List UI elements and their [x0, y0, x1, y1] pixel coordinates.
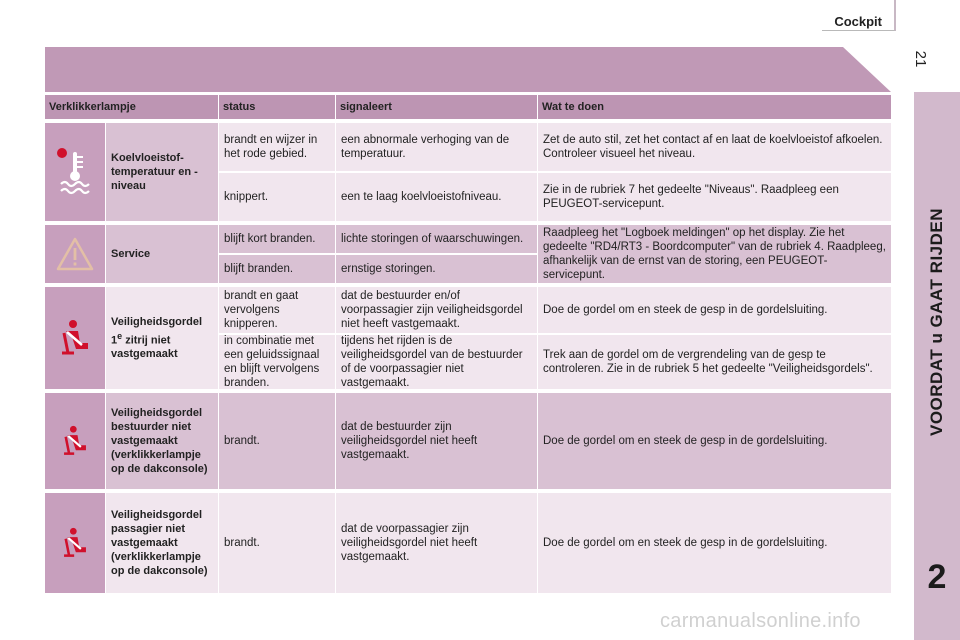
column-header-wat-te-doen: Wat te doen: [538, 95, 891, 119]
indicator-name: Koelvloeistof-temperatuur en -niveau: [106, 123, 218, 221]
status-cell: brandt.: [219, 493, 335, 593]
signal-cell: dat de bestuurder zijn veiligheidsgordel niet heeft vastgemaakt.: [336, 393, 537, 489]
indicator-name-rest: zitrij niet vastgemaakt: [111, 334, 178, 361]
indicator-name-superscript: e: [117, 330, 123, 341]
status-cell: brandt.: [219, 393, 335, 489]
table-row: [45, 225, 891, 283]
passenger-seatbelt-icon: [45, 493, 105, 593]
indicator-name: Veiligheidsgordel bestuurder niet vastgemaakt (verklikkerlampje op de dakconsole): [106, 393, 218, 489]
action-cell: Raadpleeg het "Logboek meldingen" op het display. Zie het gedeelte "RD4/RT3 - Boordcomputer" van de rubriek 4. Raadpleeg, afhankelijk van de ernst van de storing, een PEUGEOT-servicepunt.: [538, 225, 891, 283]
action-cell: Doe de gordel om en steek de gesp in de gordelsluiting.: [538, 287, 891, 333]
page-number: 21: [912, 50, 930, 68]
table-row: [45, 287, 891, 389]
status-cell: brandt en gaat vervolgens knipperen.: [219, 287, 335, 333]
indicator-name: [106, 287, 218, 389]
action-cell: Trek aan de gordel om de vergrendeling van de gesp te controleren. Zie in de rubriek 5 het gedeelte "Veiligheidsgordels".: [538, 335, 891, 389]
table-row: [45, 493, 891, 593]
action-cell: Zie in de rubriek 7 het gedeelte "Niveaus". Raadpleeg een PEUGEOT-servicepunt.: [538, 173, 891, 221]
table-row: [45, 123, 891, 221]
watermark: carmanualsonline.info: [660, 610, 861, 632]
section-title: Cockpit: [834, 14, 882, 29]
seatbelt-warning-icon: [45, 287, 105, 389]
signal-cell: ernstige storingen.: [336, 255, 537, 283]
status-cell: blijft kort branden.: [219, 225, 335, 253]
indicator-name-line1: Veiligheidsgordel: [111, 315, 203, 328]
coolant-temperature-icon: [45, 123, 105, 221]
signal-cell: een te laag koelvloeistofniveau.: [336, 173, 537, 221]
chapter-number: 2: [927, 558, 947, 596]
driver-seatbelt-icon: [45, 393, 105, 489]
action-cell: Doe de gordel om en steek de gesp in de gordelsluiting.: [538, 393, 891, 489]
action-cell: Zet de auto stil, zet het contact af en laat de koelvloeistof afkoelen. Controleer visueel het niveau.: [538, 123, 891, 171]
title-banner: [45, 47, 891, 92]
column-header-verklikkerlampje: Verklikkerlampje: [45, 95, 218, 119]
service-warning-triangle-icon: [45, 225, 105, 283]
indicator-name: Service: [106, 225, 218, 283]
chapter-title: VOORDAT u GAAT RIJDEN: [927, 207, 947, 437]
status-cell: brandt en wijzer in het rode gebied.: [219, 123, 335, 171]
chapter-title-container: [914, 92, 960, 552]
status-cell: knippert.: [219, 173, 335, 221]
table-row: [45, 393, 891, 489]
signal-cell: dat de bestuurder en/of voorpassagier zijn veiligheidsgordel niet heeft vastgemaakt.: [336, 287, 537, 333]
indicator-name-number: 1: [111, 334, 118, 347]
table-header-row: [45, 95, 891, 119]
indicator-name: Veiligheidsgordel passagier niet vastgemaakt (verklikkerlampje op de dakconsole): [106, 493, 218, 593]
signal-cell: tijdens het rijden is de veiligheidsgordel van de bestuurder of de voorpassagier niet vastgemaakt.: [336, 335, 537, 389]
signal-cell: lichte storingen of waarschuwingen.: [336, 225, 537, 253]
action-cell: Doe de gordel om en steek de gesp in de gordelsluiting.: [538, 493, 891, 593]
column-header-signaleert: signaleert: [336, 95, 537, 119]
column-header-status: status: [219, 95, 335, 119]
status-cell: in combinatie met een geluidssignaal en blijft vervolgens branden.: [219, 335, 335, 389]
signal-cell: dat de voorpassagier zijn veiligheidsgordel niet heeft vastgemaakt.: [336, 493, 537, 593]
signal-cell: een abnormale verhoging van de temperatuur.: [336, 123, 537, 171]
status-cell: blijft branden.: [219, 255, 335, 283]
